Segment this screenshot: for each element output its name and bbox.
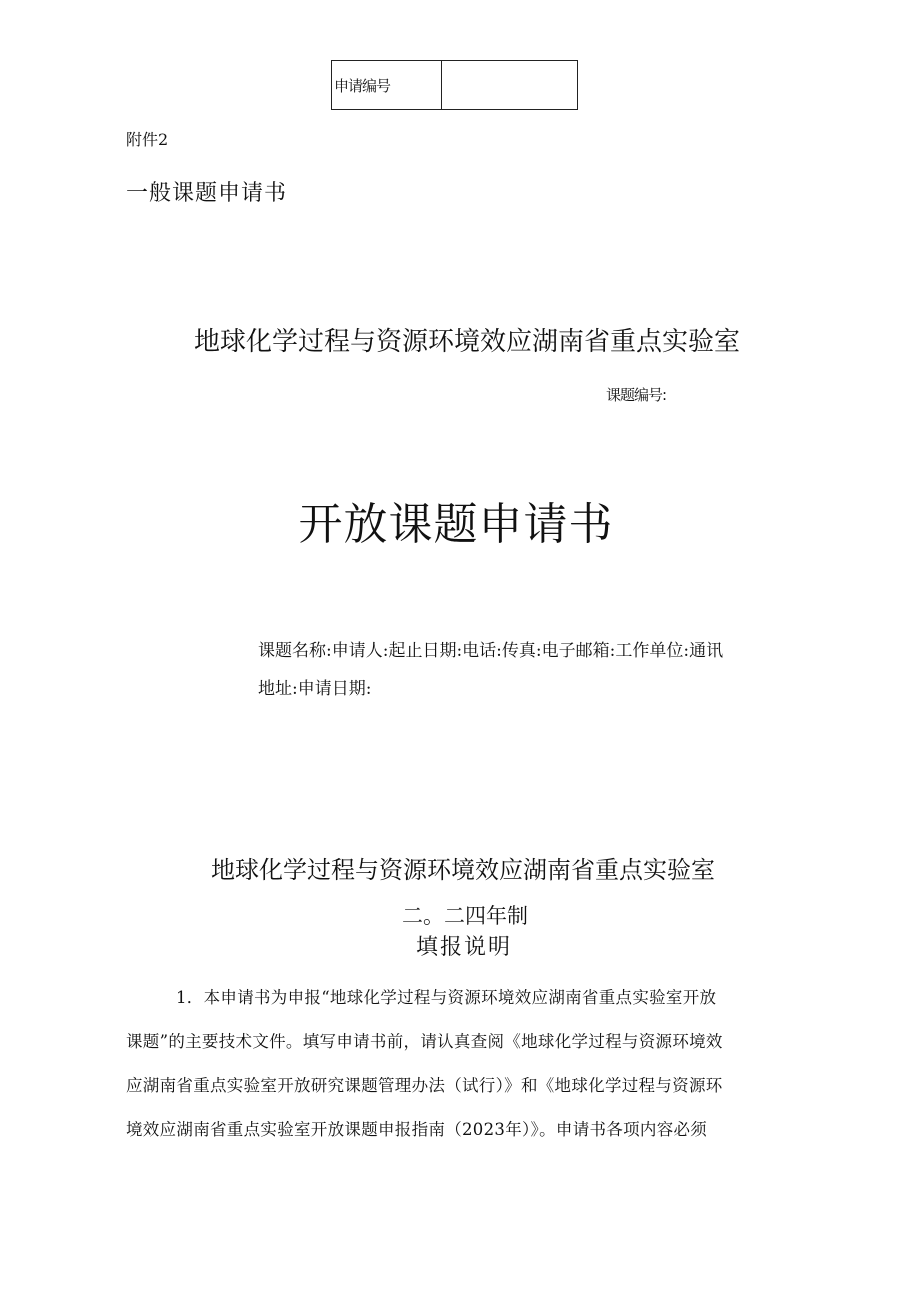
instructions-line: 1．本申请书为申报“地球化学过程与资源环境效应湖南省重点实验室开放 xyxy=(176,988,717,1007)
year-made: 二。二四年制 xyxy=(402,904,528,928)
instructions-line: 应湖南省重点实验室开放研究课题管理办法（试行）》和《地球化学过程与资源环 xyxy=(126,1076,723,1095)
application-number-label: 申请编号 xyxy=(332,61,442,109)
lab-title-bottom: 地球化学过程与资源环境效应湖南省重点实验室 xyxy=(211,856,715,884)
instructions-line: 境效应湖南省重点实验室开放课题申报指南（2023年）》。申请书各项内容必须 xyxy=(126,1120,708,1139)
info-fields-line-1: 课题名称:申请人:起止日期:电话:传真:电子邮箱:工作单位:通讯 xyxy=(258,641,724,661)
document-subtitle: 一般课题申请书 xyxy=(126,181,288,206)
application-number-field[interactable] xyxy=(442,61,577,109)
application-number-box xyxy=(331,60,578,110)
instructions-heading: 填报说明 xyxy=(415,935,512,960)
lab-title-top: 地球化学过程与资源环境效应湖南省重点实验室 xyxy=(193,327,740,357)
topic-number-label: 课题编号: xyxy=(606,386,667,404)
main-title: 开放课题申请书 xyxy=(298,499,614,550)
attachment-label: 附件2 xyxy=(126,130,169,149)
info-fields-line-2: 地址:申请日期: xyxy=(258,679,372,699)
instructions-line: 课题”的主要技术文件。填写申请书前，请认真查阅《地球化学过程与资源环境效 xyxy=(126,1032,723,1051)
